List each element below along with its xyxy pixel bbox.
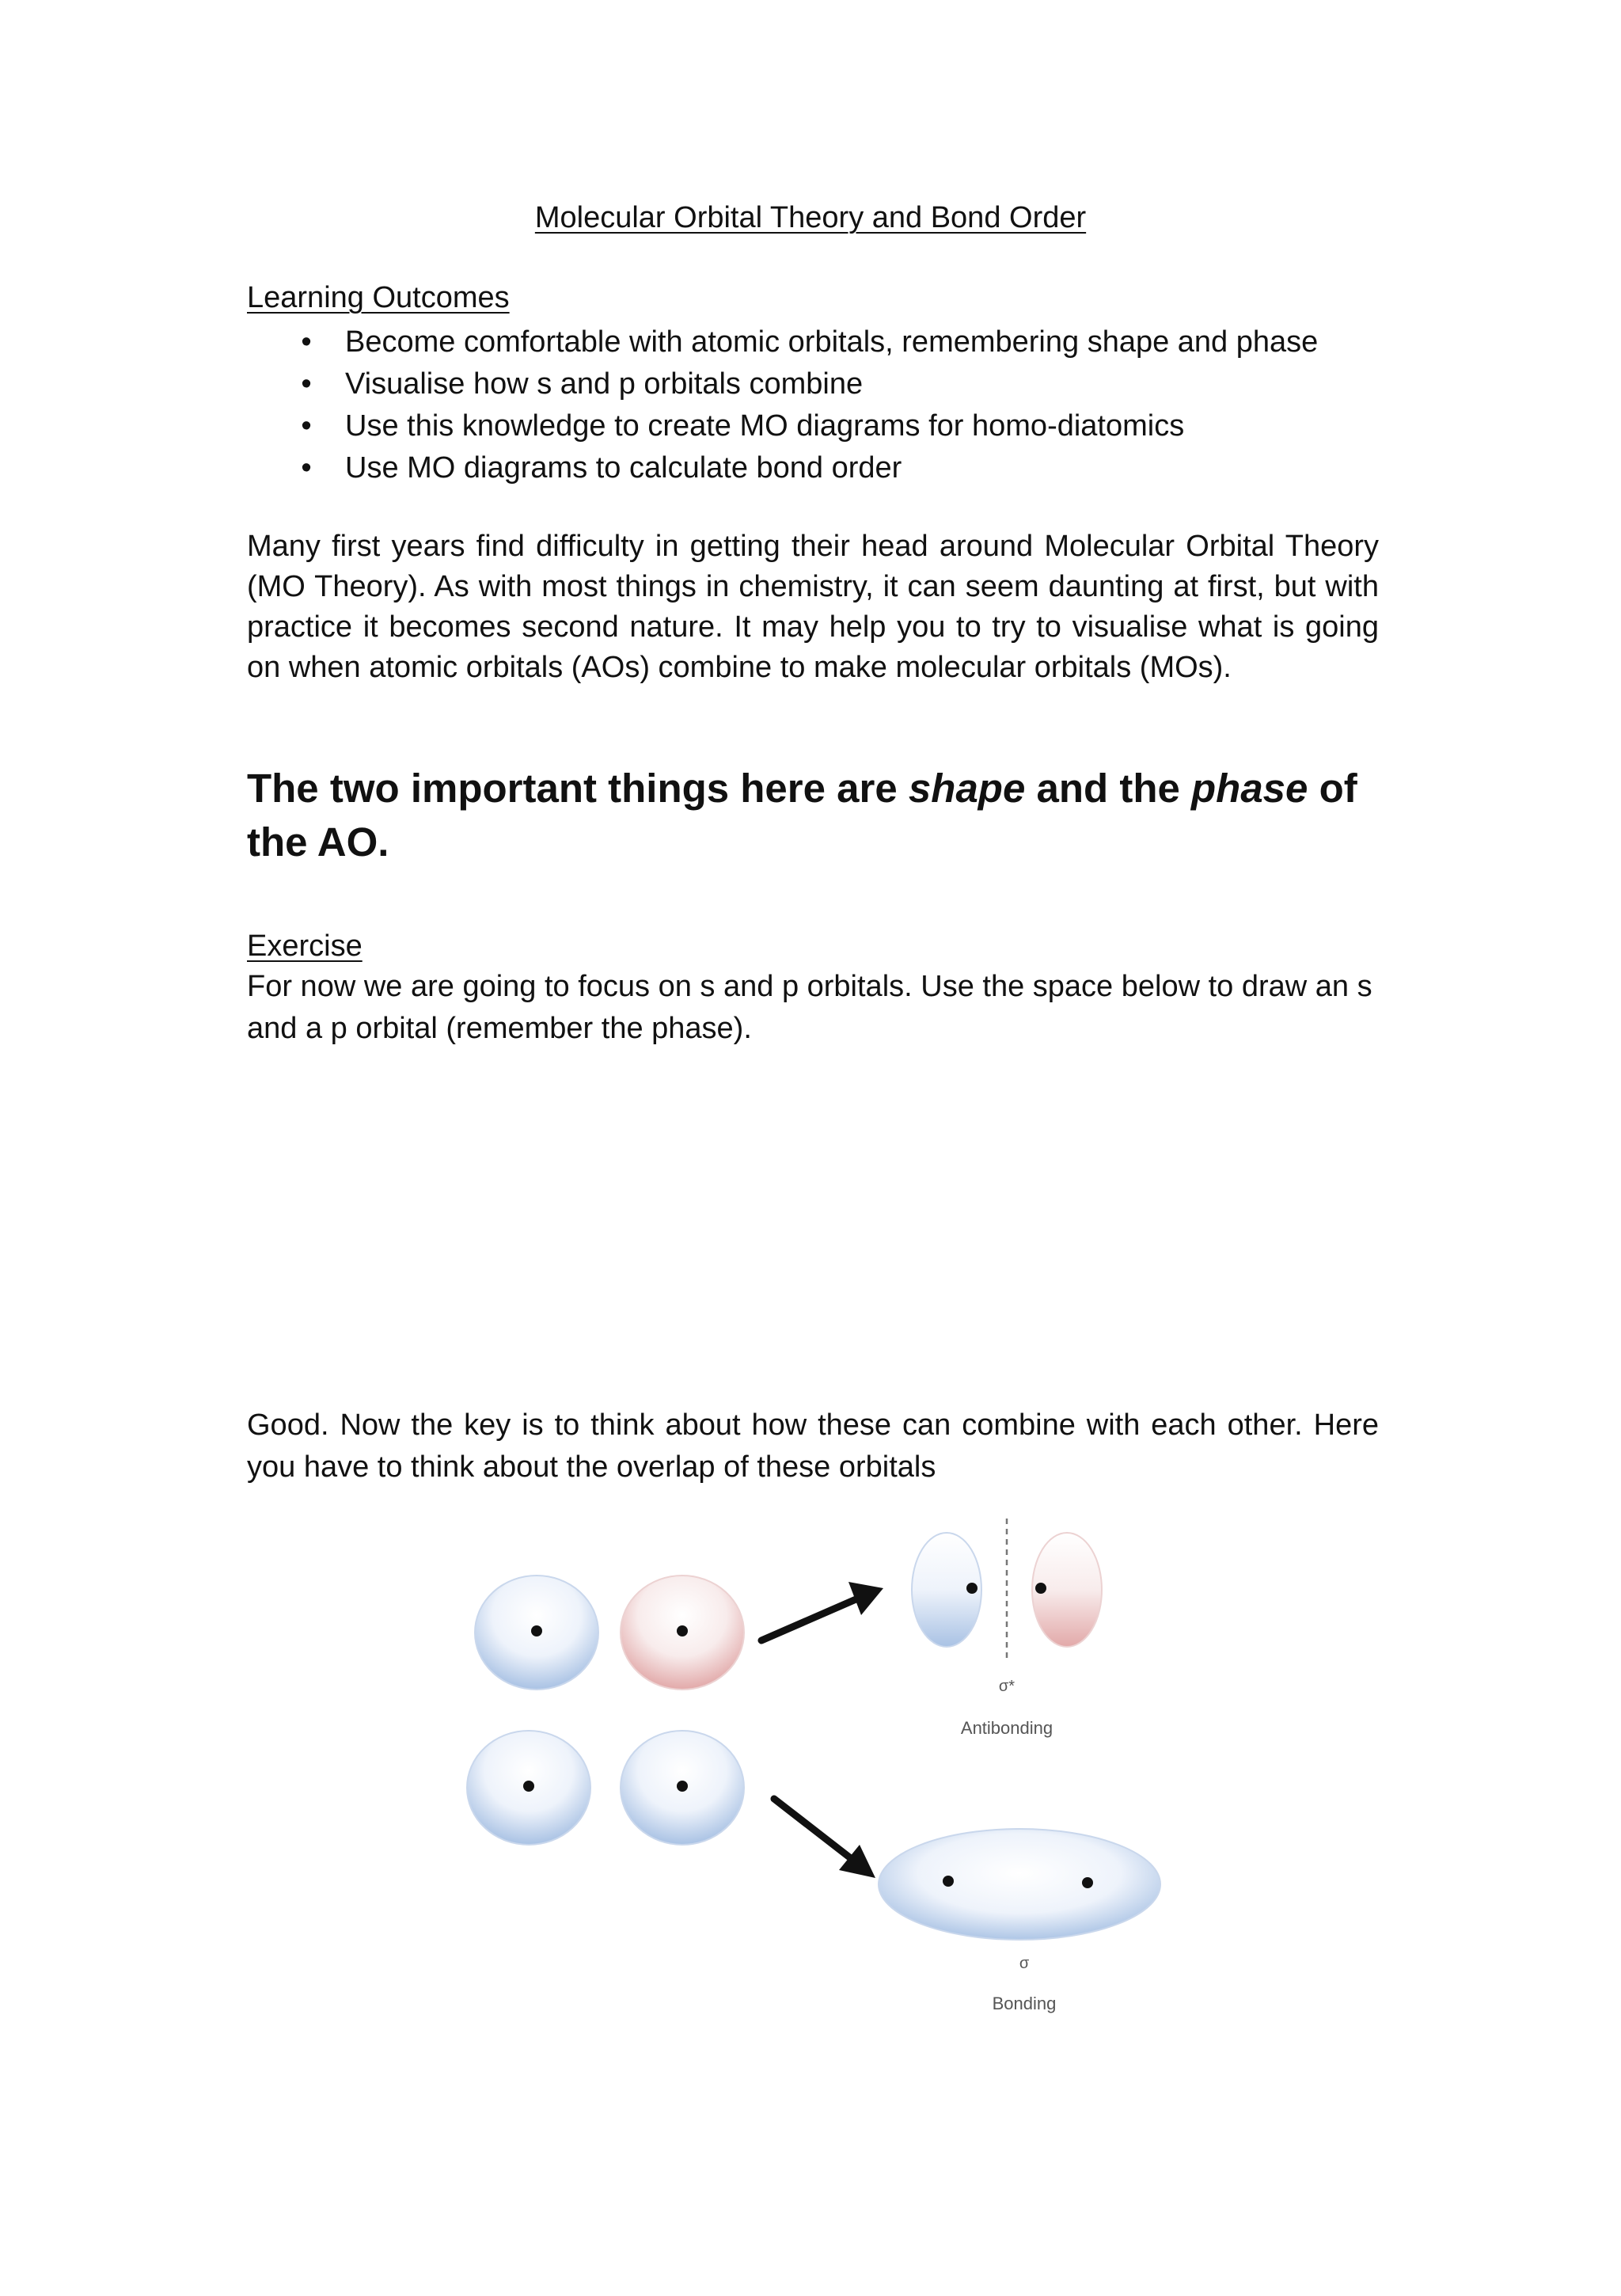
learning-outcomes-heading: Learning Outcomes (247, 281, 510, 314)
key-point-phase: phase (1191, 766, 1308, 811)
bullet-icon: • (301, 367, 312, 401)
key-point-part3: of the AO. (247, 766, 1357, 865)
bullet-icon: • (301, 325, 312, 359)
list-item (247, 363, 1318, 405)
s-orbital-blue-bottom-left (467, 1731, 590, 1845)
combine-paragraph: Good. Now the key is to think about how these can combine with each other. Here you have to think about the overlap of these orbitals (247, 1408, 1379, 1484)
bullet-icon: • (301, 409, 312, 443)
list-item (247, 321, 1318, 363)
outcome-text: Visualise how s and p orbitals combine (345, 367, 864, 401)
s-orbital-blue-top (475, 1576, 598, 1690)
antibonding-label: Antibonding (960, 1718, 1053, 1738)
bonding-symbol: σ (1019, 1955, 1030, 1972)
bullet-icon: • (301, 451, 312, 485)
learning-outcomes-list (247, 321, 1318, 489)
orbital-overlap-diagram (443, 1504, 1203, 2043)
orbital-overlap-svg (443, 1504, 1203, 2043)
s-orbital-red-top (621, 1576, 744, 1690)
arrow-icon (774, 1799, 875, 1878)
list-item (247, 447, 1318, 489)
key-point-part1: The two important things here are (247, 766, 909, 811)
bonding-label: Bonding (992, 1994, 1057, 2013)
intro-paragraph: Many first years find difficulty in getting their head around Molecular Orbital Theory (MO Theory). As with most things in chemistry, it can seem daunting at first, but with practice it becomes second nature. It may help you to try to visualise what is going on when atomic orbitals (AOs) combine to make molecular orbitals (MOs). (247, 530, 1379, 684)
outcome-text: Use this knowledge to create MO diagrams for homo-diatomics (345, 409, 1185, 443)
antibonding-orbital (912, 1519, 1102, 1663)
s-orbital-blue-bottom-right (621, 1731, 744, 1845)
document-title: Molecular Orbital Theory and Bond Order (534, 201, 1087, 234)
bonding-orbital (879, 1829, 1160, 1940)
key-point-part2: and the (1025, 766, 1192, 811)
antibonding-symbol: σ* (998, 1678, 1015, 1695)
list-item (247, 405, 1318, 447)
outcome-text: Become comfortable with atomic orbitals, remembering shape and phase (345, 325, 1319, 359)
arrow-icon (761, 1582, 883, 1640)
key-point-shape: shape (908, 766, 1026, 811)
exercise-text: For now we are going to focus on s and p orbitals. Use the space below to draw an s and a p orbital (remember the phase). (247, 970, 1372, 1045)
key-point-heading (247, 762, 1387, 869)
outcome-text: Use MO diagrams to calculate bond order (345, 451, 902, 485)
exercise-heading: Exercise (247, 929, 363, 963)
